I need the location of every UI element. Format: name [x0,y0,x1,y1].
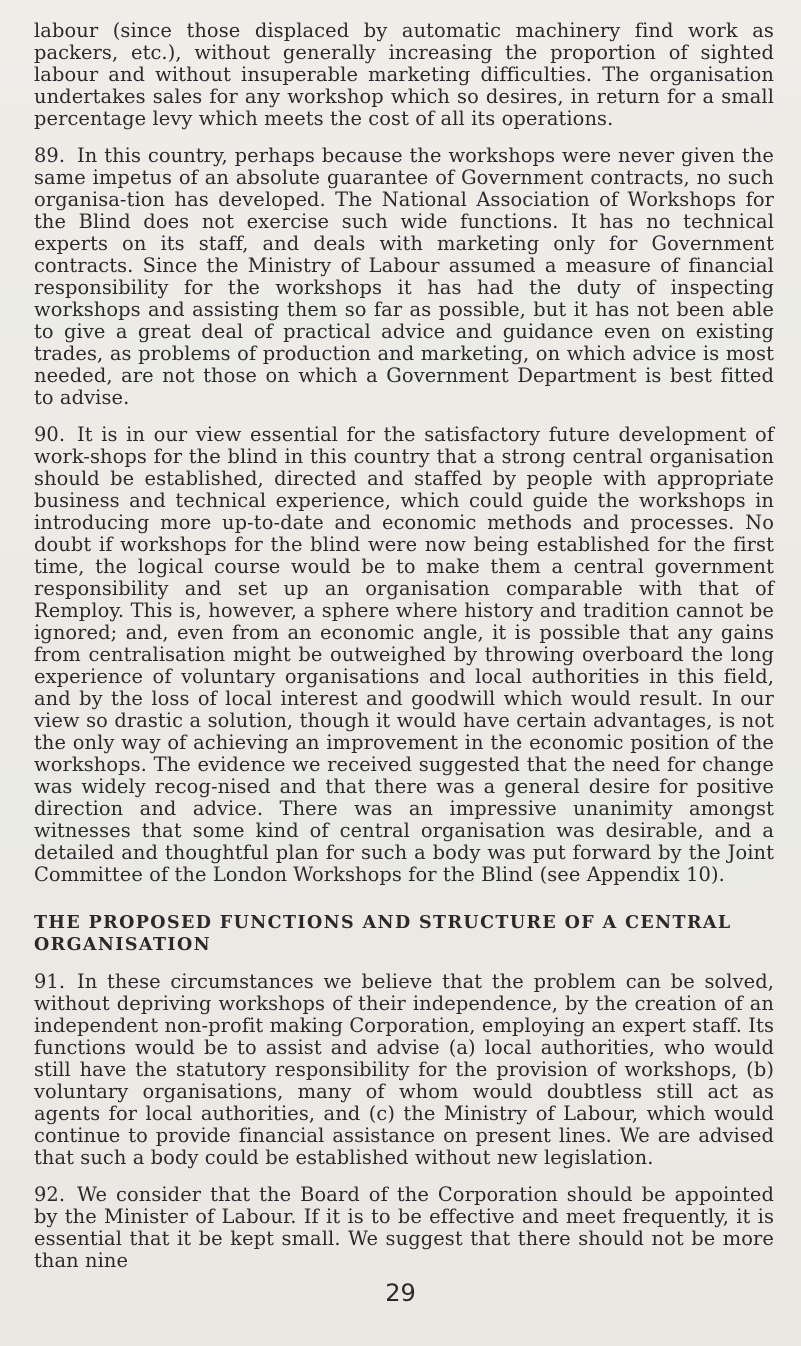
paragraph-text: In these circumstances we believe that the problem can be solved, without depriving workshops of their independence, by the creation of an independent non-profit making Corporation, employing an expert staff. Its functions would be to assist and advise (a) local authorities, who would still have the statutory responsibility for the provision of workshops, (b) voluntary organisations, many of whom would doubtless still act as agents for local authorities, and (c) the Ministry of Labour, which would continue to provide financial assistance on present lines. We are advised that such a body could be established without new legislation. [34,970,774,1169]
page-number: 29 [385,1279,416,1307]
paragraph-92 [34,1184,774,1272]
paragraph-91 [34,971,774,1169]
paragraph-text: It is in our view essential for the satisfactory future development of work-shops for the blind in this country that a strong central organisation should be established, directed and staffed by people with appropriate business and technical experience, which could guide the workshops in introducing more up-to-date and economic methods and processes. No doubt if workshops for the blind were now being established for the first time, the logical course would be to make them a central government responsibility and set up an organisation comparable with that of Remploy. This is, however, a sphere where history and tradition cannot be ignored; and, even from an economic angle, it is possible that any gains from centralisation might be outweighed by throwing overboard the long experience of voluntary organisations and local authorities in this field, and by the loss of local interest and goodwill which would result. In our view so drastic a solution, though it would have certain advantages, is not the only way of achieving an improvement in the economic position of the workshops. The evidence we received suggested that the need for change was widely recog-nised and that there was a general desire for positive direction and advice. There was an impressive unanimity amongst witnesses that some kind of central organisation was desirable, and a detailed and thoughtful plan for such a body was put forward by the Joint Committee of the London Workshops for the Blind (see Appendix 10). [34,423,774,886]
document-body [34,20,774,1272]
paragraph-text: We consider that the Board of the Corporation should be appointed by the Minister of Labour. If it is to be effective and meet frequently, it is essential that it be kept small. We suggest that there should not be more than nine [34,1183,774,1272]
paragraph-89 [34,145,774,409]
section-heading: THE PROPOSED FUNCTIONS AND STRUCTURE OF A CENTRAL ORGANISATION [34,913,732,955]
paragraph-number: 90. [34,423,66,446]
paragraph-number: 89. [34,144,66,167]
paragraph-continued [34,20,774,130]
paragraph-text: In this country, perhaps because the workshops were never given the same impetus of an absolute guarantee of Government contracts, no such organisa-tion has developed. The National Association of Workshops for the Blind does not exercise such wide functions. It has no technical experts on its staff, and deals with marketing only for Government contracts. Since the Ministry of Labour assumed a measure of financial responsibility for the workshops it has had the duty of inspecting workshops and assisting them so far as possible, but it has not been able to give a great deal of practical advice and guidance even on existing trades, as problems of production and marketing, on which advice is most needed, are not those on which a Government Department is best fitted to advise. [34,144,774,409]
paragraph-number: 92. [34,1183,66,1206]
paragraph-90 [34,424,774,886]
paragraph-number: 91. [34,970,66,993]
paragraph-text: labour (since those displaced by automatic machinery find work as packers, etc.), without generally increasing the proportion of sighted labour and without insuperable marketing difficulties. The organisation undertakes sales for any workshop which so desires, in return for a small percentage levy which meets the cost of all its operations. [34,19,774,130]
